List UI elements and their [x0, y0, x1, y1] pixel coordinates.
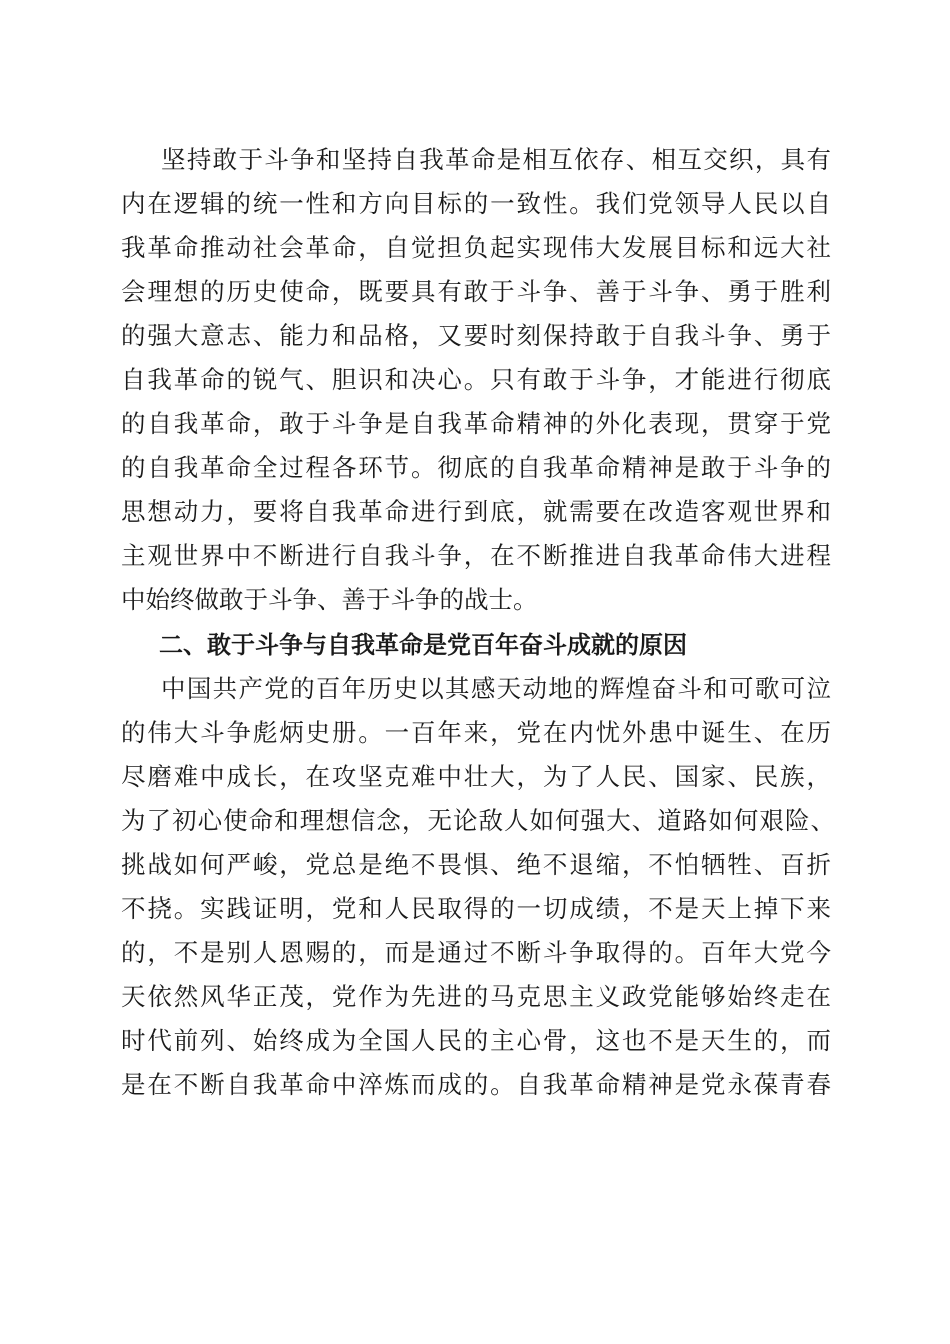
- paragraph-2-line: 不挠。实践证明，党和人民取得的一切成绩，不是天上掉下来: [121, 894, 831, 923]
- paragraph-2-line: 的伟大斗争彪炳史册。一百年来，党在内忧外患中诞生、在历: [121, 718, 831, 747]
- paragraph-1-line: 中始终做敢于斗争、善于斗争的战士。: [121, 585, 538, 614]
- paragraph-2-line: 挑战如何严峻，党总是绝不畏惧、绝不退缩，不怕牺牲、百折: [121, 850, 831, 879]
- paragraph-2-line: 的，不是别人恩赐的，而是通过不断斗争取得的。百年大党今: [121, 938, 831, 967]
- paragraph-2-line: 中国共产党的百年历史以其感天动地的辉煌奋斗和可歌可泣: [161, 674, 831, 703]
- paragraph-1-line: 自我革命的锐气、胆识和决心。只有敢于斗争，才能进行彻底: [121, 365, 831, 394]
- paragraph-2-line: 是在不断自我革命中淬炼而成的。自我革命精神是党永葆青春: [121, 1070, 831, 1099]
- paragraph-1-line: 的强大意志、能力和品格，又要时刻保持敢于自我斗争、勇于: [121, 321, 831, 350]
- paragraph-2-line: 尽磨难中成长，在攻坚克难中壮大，为了人民、国家、民族，: [121, 762, 831, 791]
- paragraph-1-line: 会理想的历史使命，既要具有敢于斗争、善于斗争、勇于胜利: [121, 277, 831, 306]
- paragraph-1-line: 思想动力，要将自我革命进行到底，就需要在改造客观世界和: [121, 497, 831, 526]
- paragraph-1-line: 坚持敢于斗争和坚持自我革命是相互依存、相互交织，具有: [161, 145, 831, 174]
- paragraph-2-line: 为了初心使命和理想信念，无论敌人如何强大、道路如何艰险、: [121, 806, 835, 835]
- paragraph-1-line: 的自我革命，敢于斗争是自我革命精神的外化表现，贯穿于党: [121, 409, 831, 438]
- paragraph-1-line: 的自我革命全过程各环节。彻底的自我革命精神是敢于斗争的: [121, 453, 831, 482]
- paragraph-1-line: 主观世界中不断进行自我斗争，在不断推进自我革命伟大进程: [121, 541, 831, 570]
- section-heading: 二、敢于斗争与自我革命是党百年奋斗成就的原因: [159, 631, 687, 659]
- paragraph-1-line: 我革命推动社会革命，自觉担负起实现伟大发展目标和远大社: [121, 233, 831, 262]
- paragraph-2-line: 时代前列、始终成为全国人民的主心骨，这也不是天生的，而: [121, 1026, 831, 1055]
- paragraph-1-line: 内在逻辑的统一性和方向目标的一致性。我们党领导人民以自: [121, 189, 831, 218]
- paragraph-2-line: 天依然风华正茂，党作为先进的马克思主义政党能够始终走在: [121, 982, 831, 1011]
